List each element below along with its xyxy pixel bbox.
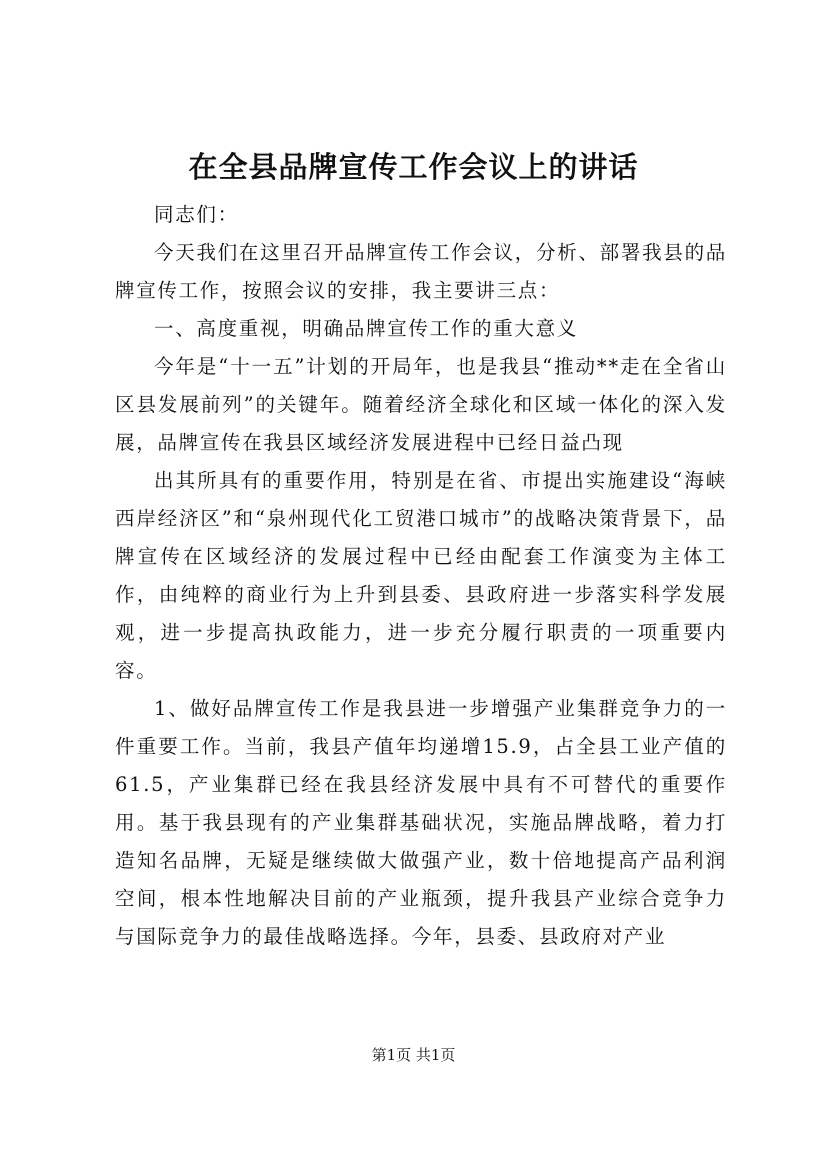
page-footer: 第1页 共1页 <box>371 1046 456 1064</box>
body-paragraph: 今年是“十一五”计划的开局年，也是我县“推动**走在全省山区县发展前列”的关键年。随着经济全球化和区域一体化的深入发展，品牌宣传在我县区域经济发展进程中已经日益凸现 <box>115 355 727 454</box>
body-paragraph: 1、做好品牌宣传工作是我县进一步增强产业集群竞争力的一件重要工作。当前，我县产值年均递增15.9，占全县工业产值的61.5，产业集群已经在我县经济发展中具有不可替代的重要作用。基于我县现有的产业集群基础状况，实施品牌战略，着力打造知名品牌，无疑是继续做大做强产业，数十倍地提高产品利润空间，根本性地解决目前的产业瓶颈，提升我县产业综合竞争力与国际竞争力的最佳战略选择。今年，县委、县政府对产业 <box>115 697 727 948</box>
section-heading: 一、高度重视，明确品牌宣传工作的重大意义 <box>154 317 579 340</box>
document-body <box>115 196 727 956</box>
document-title: 在全县品牌宣传工作会议上的讲话 <box>188 150 639 184</box>
salutation-paragraph: 同志们： <box>154 203 239 226</box>
intro-paragraph: 今天我们在这里召开品牌宣传工作会议，分析、部署我县的品牌宣传工作，按照会议的安排，我主要讲三点： <box>115 241 727 302</box>
body-paragraph: 出其所具有的重要作用，特别是在省、市提出实施建设“海峡西岸经济区”和“泉州现代化工贸港口城市”的战略决策背景下，品牌宣传在区域经济的发展过程中已经由配套工作演变为主体工作，由纯粹的商业行为上升到县委、县政府进一步落实科学发展观，进一步提高执政能力，进一步充分履行职责的一项重要内容。 <box>115 469 727 682</box>
